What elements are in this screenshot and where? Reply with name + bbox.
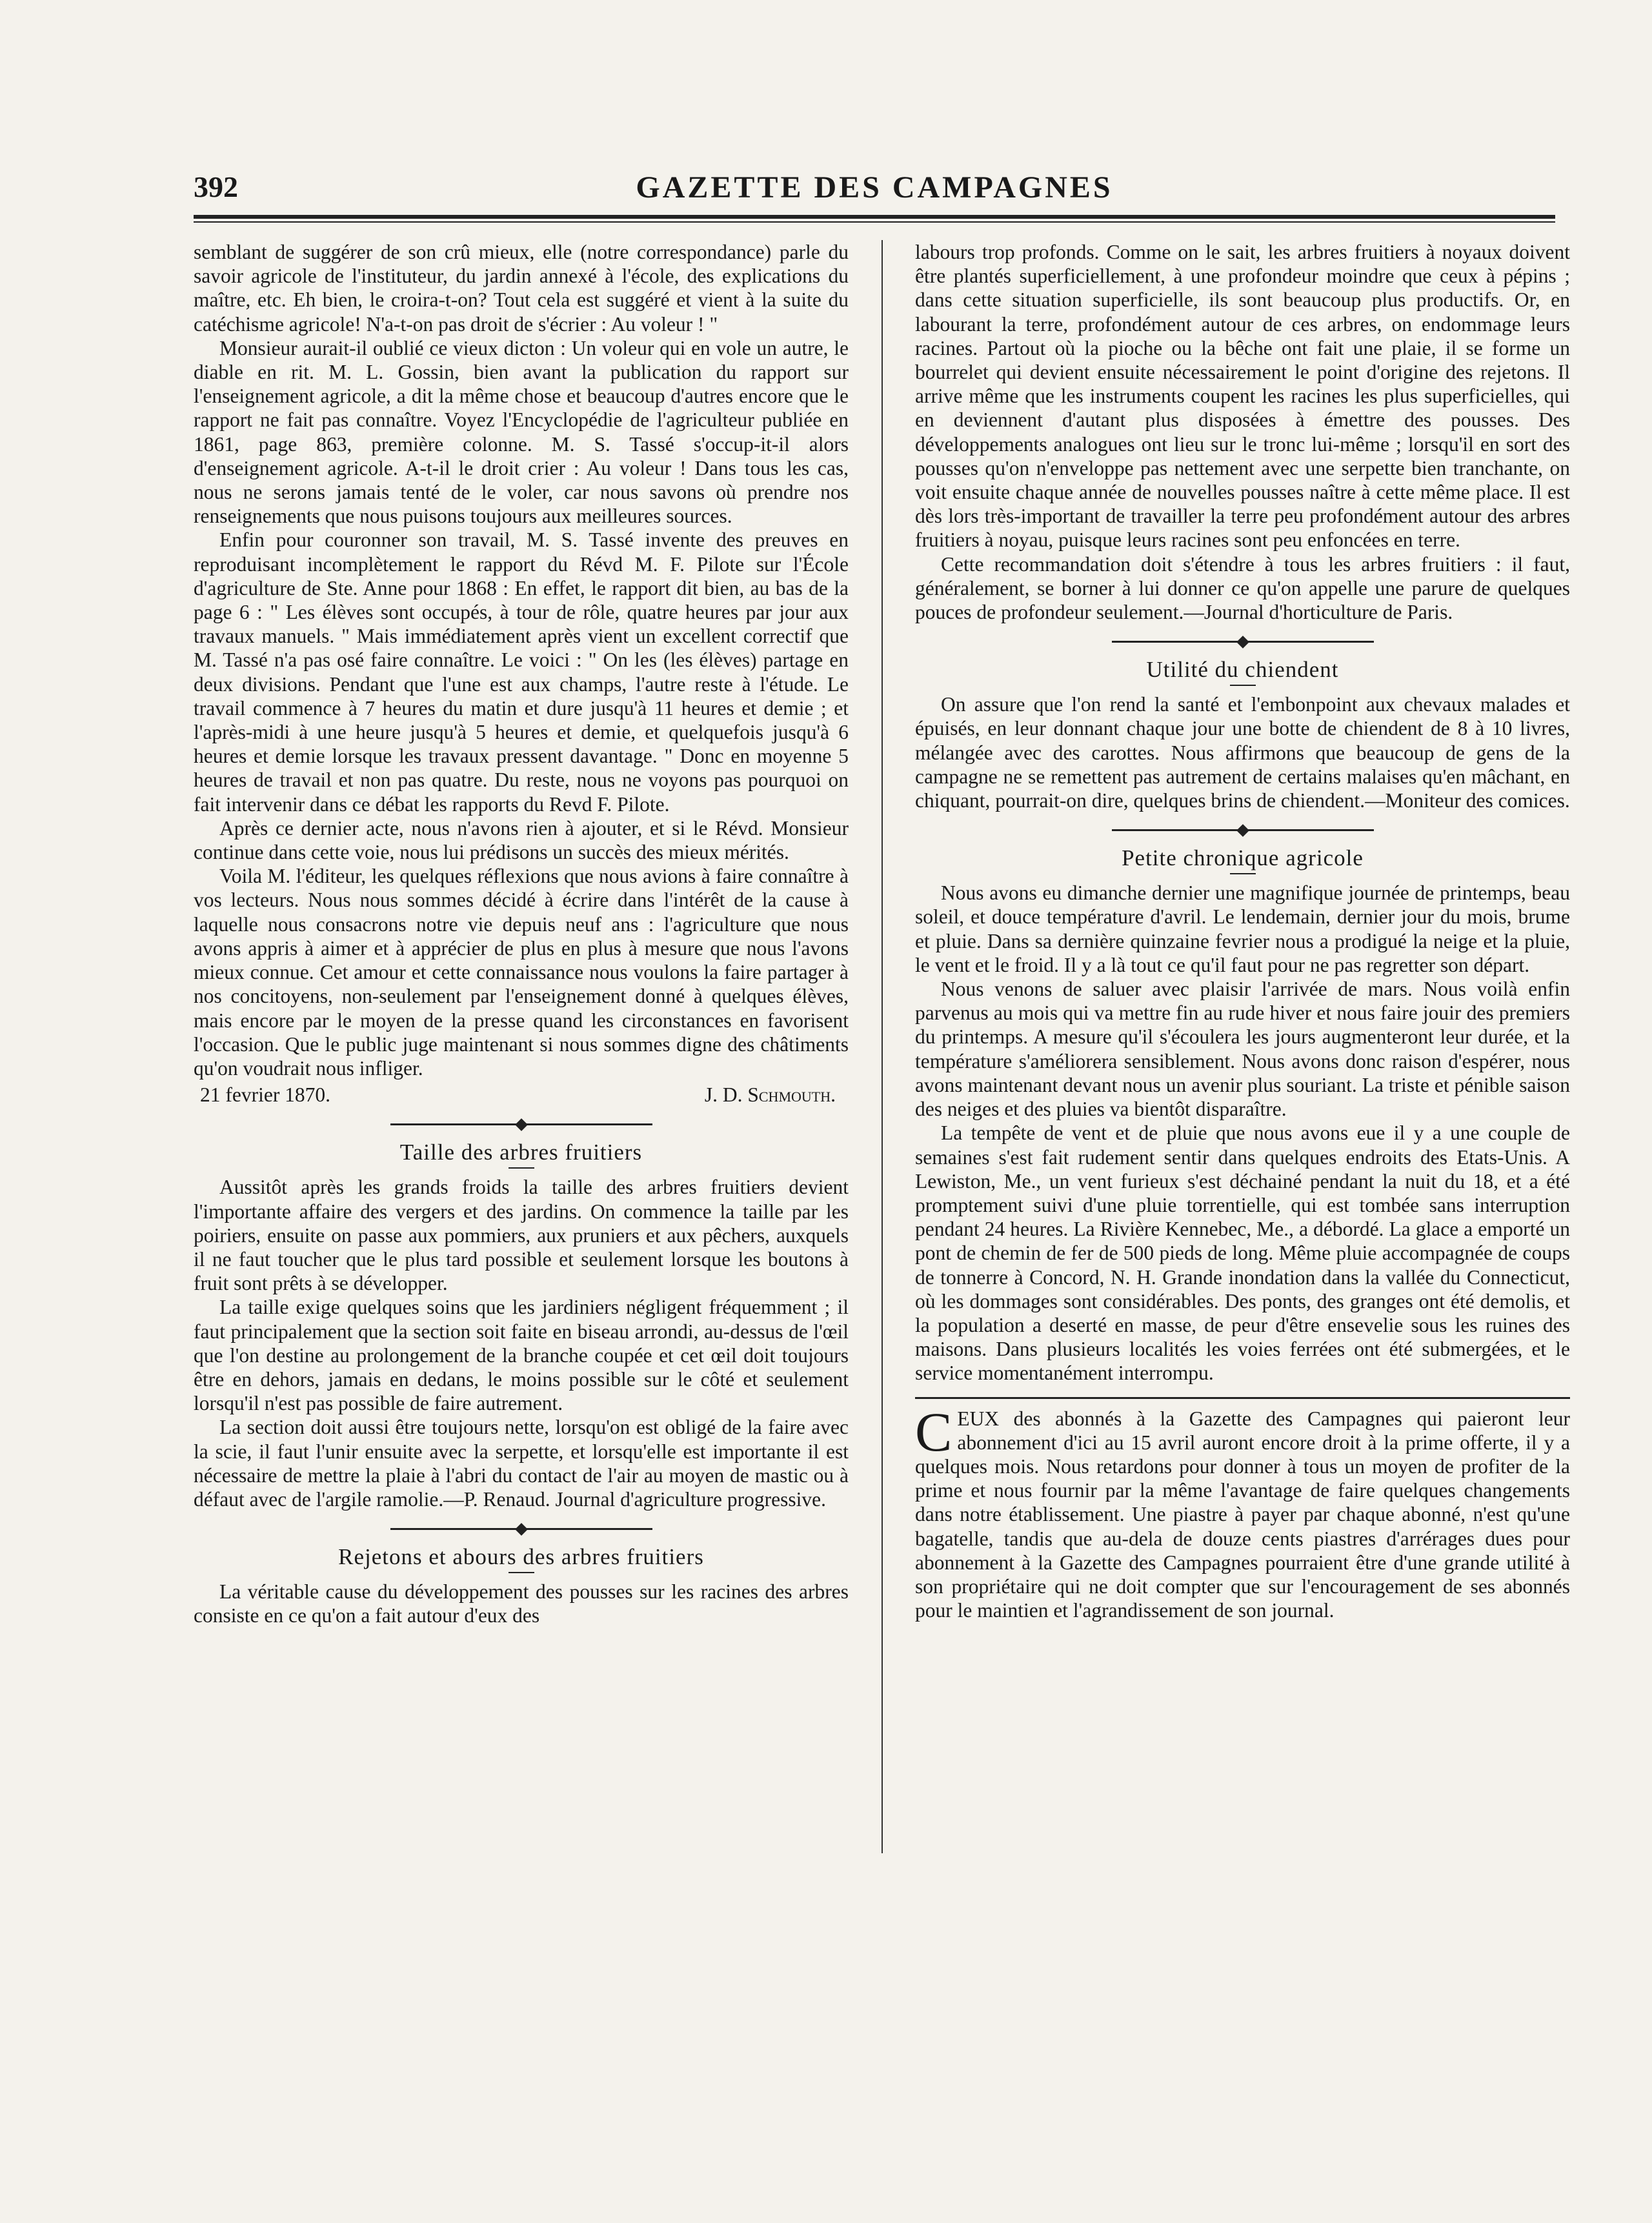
section-title-rejetons: Rejetons et abours des arbres fruitiers: [338, 1544, 704, 1570]
notice-text: EUX des abonnés à la Gazette des Campagnes qui paieront leur abonnement d'ici au 15 avril auront encore droit à la prime offerte, il y a quelques mois. Nous retardons pour donner à tous un moyen de profiter de la prime et nous fournir par la même l'avantage de faire quelques changements dans notre établissement. Une piastre à payer par chaque abonné, n'est qu'une bagatelle, tandis que au-dela de douze cents piastres d'arrérages dues pour abonnement à la Gazette des Campagnes pourraient être d'une grande utilité à son propriétaire qui ne doit compter que sur l'encouragement de ses abonnés pour le maintien et l'agrandissement de son journal.: [915, 1407, 1570, 1622]
signature-name: J. D. Schmouth.: [704, 1083, 836, 1107]
paragraph: Voila M. l'éditeur, les quelques réflexions que nous avions à faire connaître à vos lecteurs. Nous nous sommes décidé à écrire dans l'intérêt de la cause à laquelle nous consacrons notre vie depuis neuf ans : l'agriculture que nous avons appris à aimer et à apprécier de plus en plus à mesure que nous l'avons mieux connue. Cet amour et cette connaissance nous voulons la faire partager à nos concitoyens, non-seulement par l'enseignement donné à quelques élèves, mais encore par le moyen de la presse quand les circonstances en favorisent l'occasion. Que le public juge maintenant si nous sommes digne des châtiments qu'on voudrait nous infliger.: [194, 865, 849, 1080]
paragraph: La section doit aussi être toujours nette, lorsqu'on est obligé de la faire avec la scie, il faut l'unir ensuite avec la serpette, et lorsqu'elle est importante il est nécessaire de mettre la plaie à l'abri du contact de l'air au moyen de mastic ou à défaut avec de l'argile ramolie.—P. Renaud. Journal d'agriculture progressive.: [194, 1416, 849, 1511]
signature-line: [194, 1083, 849, 1107]
header-rule: [194, 215, 1555, 223]
right-column: [915, 240, 1570, 1622]
drop-cap: C: [915, 1400, 952, 1463]
signature-date: 21 fevrier 1870.: [200, 1083, 331, 1107]
section-separator: [915, 633, 1570, 650]
paragraph: On assure que l'on rend la santé et l'embonpoint aux chevaux malades et épuisés, en leur donnant chaque jour une botte de chiendent de 8 à 10 livres, mélangée avec des carottes. Nous affirmons que beaucoup de gens de la campagne ne se remettent pas autrement de certains malaises qu'en mâchant, en chiquant, pourrait-on dire, quelques brins de chiendent.—Moniteur des comices.: [915, 693, 1570, 812]
section-separator: [194, 1116, 849, 1132]
paragraph: Enfin pour couronner son travail, M. S. Tassé invente des preuves en reproduisant incomplètement le rapport du Révd M. F. Pilote sur l'École d'agriculture de Ste. Anne pour 1868 : En effet, le rapport dit bien, au bas de la page 6 : " Les élèves sont occupés, à tour de rôle, quatre heures par jour aux travaux manuels. " Mais immédiatement après vient un excellent correctif que M. Tassé n'a pas osé faire connaître. Le voici : " On les (les élèves) partage en deux divisions. Pendant que l'une est aux champs, l'autre reste à l'étude. Le travail commence à 7 heures du matin et dure jusqu'à 11 heures et demie ; et l'après-midi à une heure jusqu'à 5 heures et demie, et quelquefois jusqu'à 6 heures et demie lorsque les travaux pressent davantage. " Donc en moyenne 5 heures de travail et non pas quatre. Du reste, nous ne voyons pas pourquoi on fait intervenir dans ce débat les rapports du Revd F. Pilote.: [194, 528, 849, 816]
paragraph: labours trop profonds. Comme on le sait, les arbres fruitiers à noyaux doivent être plantés superficiellement, à une profondeur moindre que ceux à pépins ; dans cette situation superficielle, ils sont beaucoup plus productifs. Or, en labourant la terre, profondément autour de ces arbres, on endommage leurs racines. Partout où la pioche ou la bêche ont fait une plaie, il se forme un bourrelet qui devient ensuite nécessairement le point d'origine des rejetons. Il arrive même que les instruments coupent les racines les plus superficielles, qui en deviennent d'autant plus disposées à émettre des pousses. Des développements analogues ont lieu sur le tronc lui-même ; lorsqu'il en sort des pousses qu'on n'enveloppe pas nettement avec une serpette bien tranchante, on voit ensuite chaque année de nouvelles pousses naître à cette même place. Il est dès lors très-important de travailler la terre peu profondément autour des arbres fruitiers à noyau, puisque leurs racines sont peu enfoncées en terre.: [915, 241, 1570, 552]
paragraph: Nous venons de saluer avec plaisir l'arrivée de mars. Nous voilà enfin parvenus au mois qui va mettre fin au rude hiver et nous faire jouir des premiers du printemps. A mesure qu'il s'écoulera les jours augmenteront leur durée, et la température s'améliorera sensiblement. Nous avons donc raison d'espérer, nous avons maintenant devant nous un avenir plus souriant. La triste et pénible saison des neiges et des pluies va bientôt disparaître.: [915, 978, 1570, 1121]
section-title-taille: Taille des arbres fruitiers: [399, 1140, 643, 1165]
paragraph: Monsieur aurait-il oublié ce vieux dicton : Un voleur qui en vole un autre, le diable en rit. M. L. Gossin, bien avant la publication du rapport sur l'enseignement agricole, a dit la même chose et beaucoup d'autres encore que le rapport ne fait pas connaître. Voyez l'Encyclopédie de l'agriculteur publiée en 1861, page 863, première colonne. M. S. Tassé s'occup-it-il alors d'enseignement agricole. A-t-il le droit crier : Au voleur ! Dans tous les cas, nous ne serons jamais tenté de le voler, car nous savons où prendre nos renseignements que nous puisons toujours aux meilleures sources.: [194, 336, 849, 528]
title-rule: [509, 1167, 534, 1169]
column-divider: [881, 240, 883, 1853]
paragraph: Après ce dernier acte, nous n'avons rien à ajouter, et si le Révd. Monsieur continue dans cette voie, nous lui prédisons un succès des mieux mérités.: [194, 816, 849, 864]
section-separator: [915, 821, 1570, 838]
paragraph: La véritable cause du développement des pousses sur les racines des arbres consiste en ce qu'on a fait autour d'eux des: [194, 1580, 849, 1627]
title-rule: [1230, 685, 1256, 686]
title-rule: [509, 1572, 534, 1573]
title-rule: [1230, 873, 1256, 874]
paragraph: semblant de suggérer de son crû mieux, elle (notre correspondance) parle du savoir agricole de l'instituteur, du jardin annexé à l'école, des explications du maître, etc. Eh bien, le croira-t-on? Tout cela est suggéré et vient à la suite du catéchisme agricole! N'a-t-on pas droit de s'écrier : Au voleur ! ": [194, 241, 849, 336]
subscriber-notice: [915, 1397, 1570, 1623]
page-header: [194, 165, 1555, 210]
paragraph: Cette recommandation doit s'étendre à tous les arbres fruitiers : il faut, généralement, se borner à lui donner ce qu'on appelle une parure de quelques pouces de profondeur seulement.—Journal d'horticulture de Paris.: [915, 552, 1570, 624]
section-title-chronique: Petite chronique agricole: [1122, 845, 1364, 871]
section-title-chiendent: Utilité du chiendent: [1146, 657, 1339, 683]
paragraph: La tempête de vent et de pluie que nous avons eue il y a une couple de semaines s'est fait rudement sentir dans quelques endroits des Etats-Unis. A Lewiston, Me., un vent furieux s'est déchainé pendant la nuit du 18, et a été promptement suivi d'une pluie torrentielle, qui est tombée sans interruption pendant 24 heures. La Rivière Kennebec, Me., a débordé. La glace a emporté un pont de chemin de fer de 500 pieds de long. Même pluie accompagnée de coups de tonnerre à Concord, N. H. Grande inondation dans la vallée du Connecticut, où les dommages sont considérables. Des ponts, des granges ont été demolis, et la population a deserté en masse, de peur d'être ensevelie sous les ruines des maisons. Dans plusieurs localités les voies ferrées ont été submergées, et le service momentanément interrompu.: [915, 1122, 1570, 1385]
paragraph: La taille exige quelques soins que les jardiniers négligent fréquemment ; il faut principalement que la section soit faite en biseau arrondi, au-dessus de l'œil que l'on destine au prolongement de la branche coupée et cet œil doit toujours être en dehors, jamais en dedans, le moins possible sur le côté et seulement lorsqu'il n'est pas possible de faire autrement.: [194, 1296, 849, 1415]
left-column: [194, 240, 849, 1628]
paragraph: Aussitôt après les grands froids la taille des arbres fruitiers devient l'importante affaire des vergers et des jardins. On commence la taille par les poiriers, ensuite on passe aux pommiers, aux pruniers et aux pêchers, auxquels il ne faut toucher que le plus tard possible et seulement lorsque les boutons à fruit sont prêts à se développer.: [194, 1176, 849, 1295]
paragraph: Nous avons eu dimanche dernier une magnifique journée de printemps, beau soleil, et douce température d'avril. Le lendemain, dernier jour du mois, brume et pluie. Dans sa dernière quinzaine fevrier nous a prodigué la neige et la pluie, le vent et le froid. Il y a là tout ce qu'il faut pour ne pas regretter son départ.: [915, 881, 1570, 976]
section-separator: [194, 1520, 849, 1537]
page-number: 392: [194, 170, 238, 203]
journal-title: GAZETTE DES CAMPAGNES: [636, 170, 1113, 205]
